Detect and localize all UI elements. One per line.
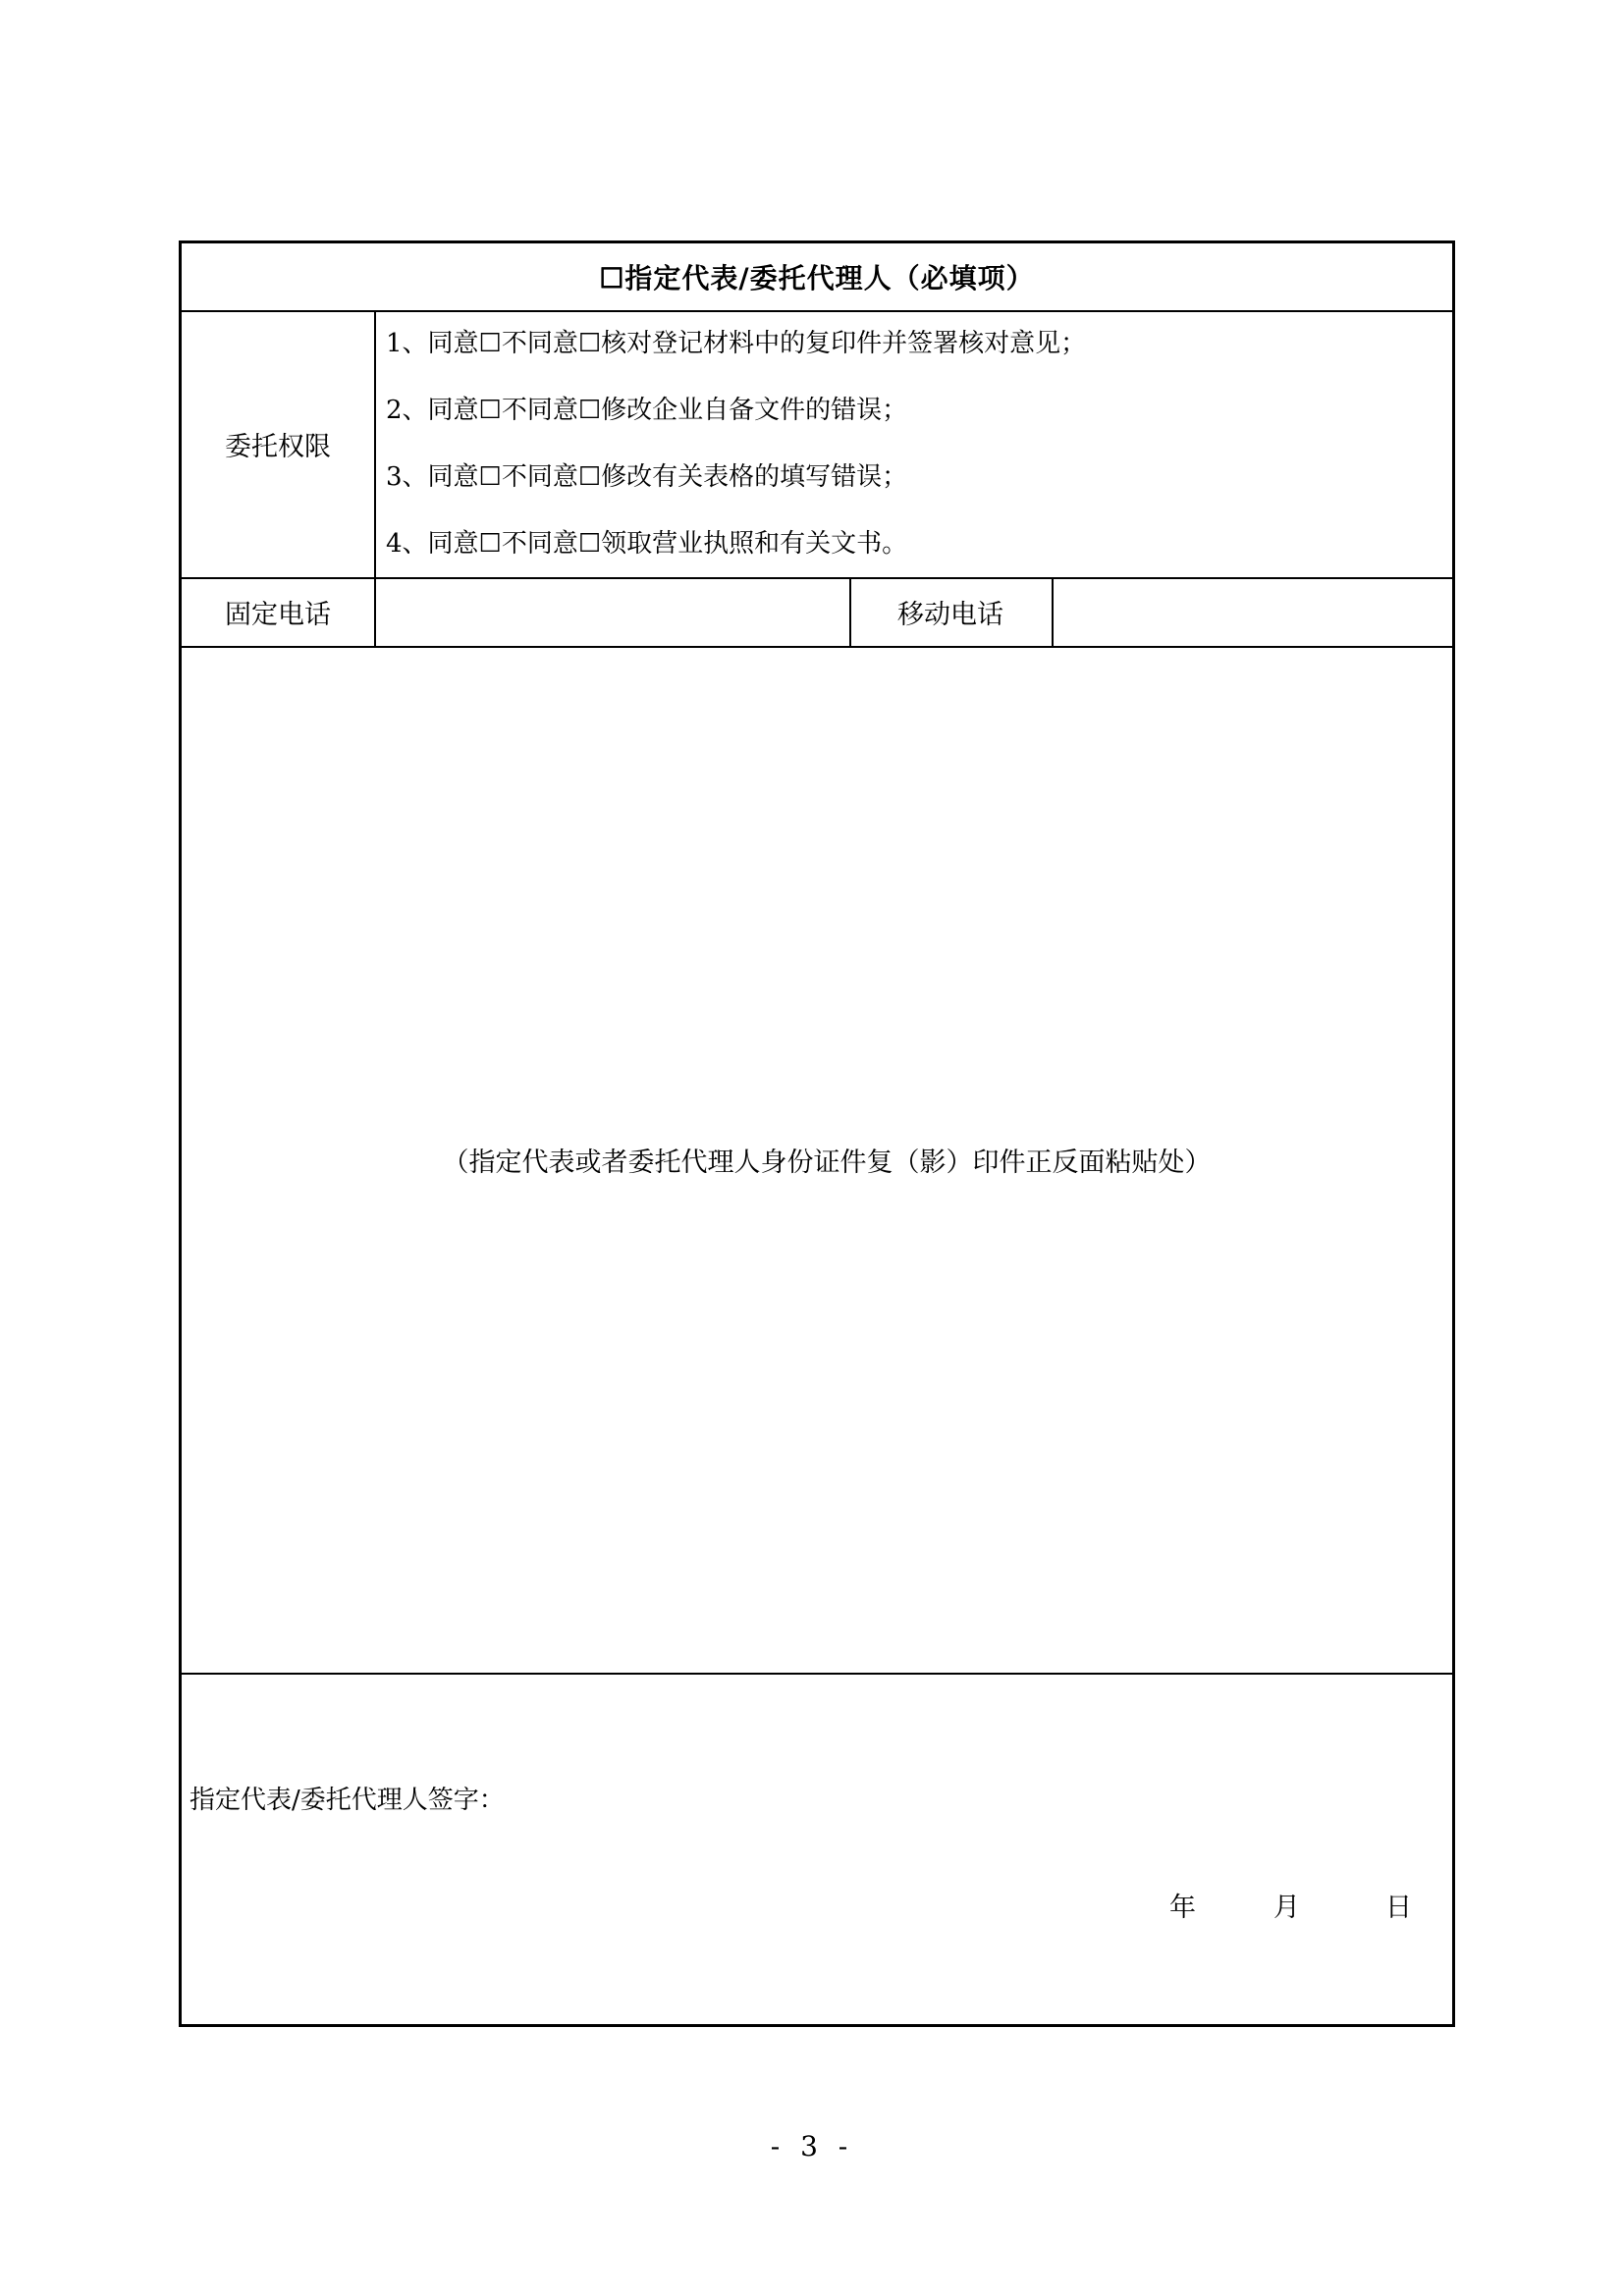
permission-list bbox=[374, 310, 1454, 577]
id-paste-note: （指定代表或者委托代理人身份证件复（影）印件正反面粘贴处） bbox=[442, 1148, 1212, 1178]
signature-label: 指定代表/委托代理人签字： bbox=[189, 1786, 505, 1815]
landline-field[interactable] bbox=[376, 579, 847, 646]
date-year: 年 bbox=[1169, 1893, 1196, 1923]
mobile-field[interactable] bbox=[1054, 579, 1451, 646]
date-month: 月 bbox=[1273, 1893, 1300, 1923]
divider bbox=[182, 1673, 1452, 1675]
delegate-form bbox=[179, 240, 1455, 2027]
authority-label: 委托权限 bbox=[225, 431, 331, 462]
date-day: 日 bbox=[1385, 1893, 1412, 1923]
landline-label: 固定电话 bbox=[225, 599, 331, 630]
permission-item[interactable]: 1、同意☐不同意☐核对登记材料中的复印件并签署核对意见； bbox=[386, 329, 1087, 358]
permission-item[interactable]: 4、同意☐不同意☐领取营业执照和有关文书。 bbox=[386, 529, 908, 559]
mobile-label: 移动电话 bbox=[897, 599, 1003, 630]
permission-item[interactable]: 3、同意☐不同意☐修改有关表格的填写错误； bbox=[386, 462, 908, 492]
form-title: ☐指定代表/委托代理人（必填项） bbox=[599, 262, 1035, 294]
page-number: - 3 - bbox=[770, 2130, 854, 2163]
id-paste-area bbox=[182, 647, 1452, 1673]
permission-item[interactable]: 2、同意☐不同意☐修改企业自备文件的错误； bbox=[386, 396, 908, 425]
